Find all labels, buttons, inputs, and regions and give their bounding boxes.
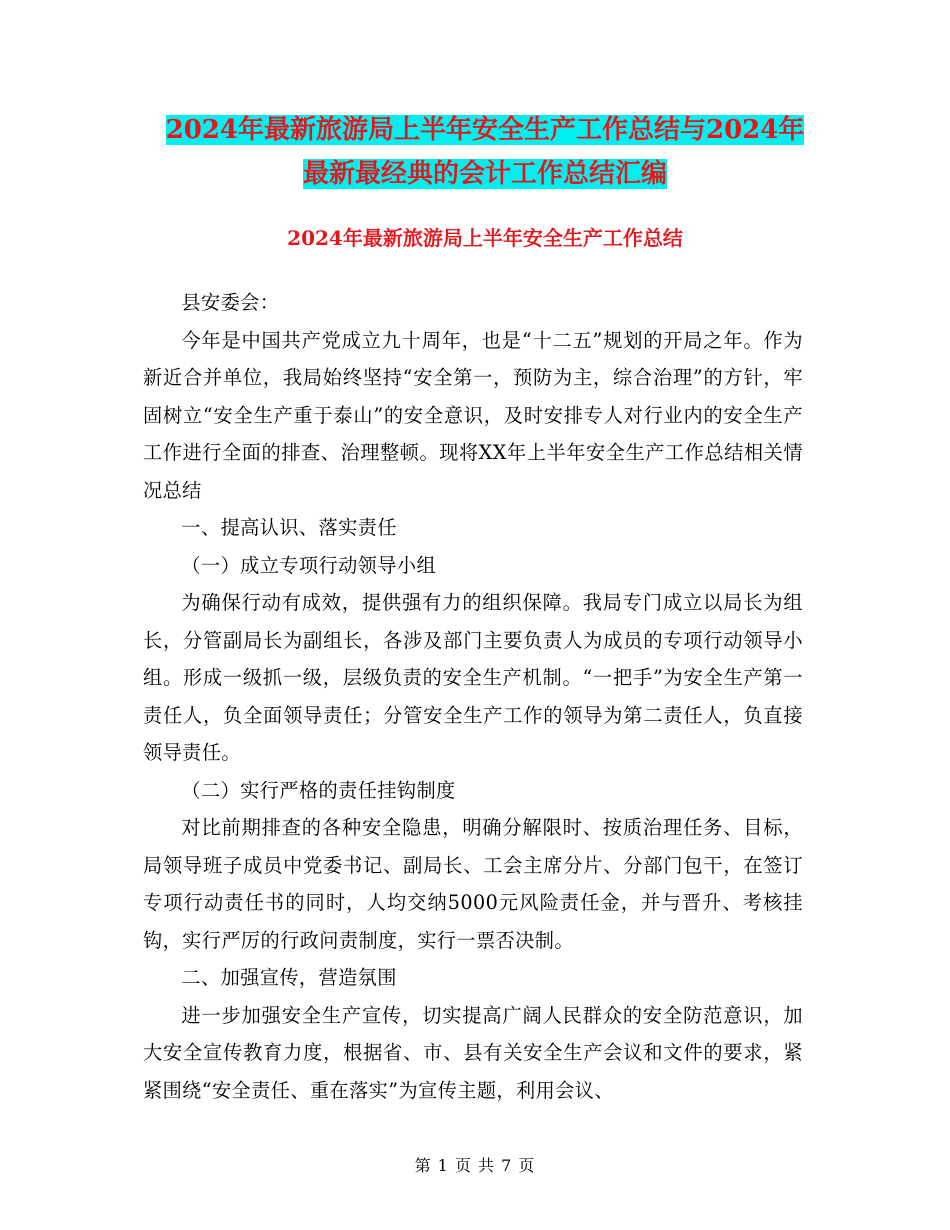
heading-subsection-1: （一）成立专项行动领导小组	[181, 553, 437, 577]
salutation: 县安委会：	[181, 291, 280, 314]
heading-subsection-2: （二）实行严格的责任挂钩制度	[181, 778, 456, 802]
heading-section-2: 二、加强宣传，营造氛围	[181, 966, 397, 989]
paragraph-leadership-group: 为确保行动有成效，提供强有力的组织保障。我局专门成立以局长为组长，分管副局长为副组长，各涉及部门主要负责人为成员的专项行动领导小组。形成一级抓一级，层级负责的安全生产机制。“一把手”为安全生产第一责任人，负全面领导责任；分管安全生产工作的领导为第二责任人，负直接领导责任。	[143, 591, 803, 764]
paragraph-intro: 今年是中国共产党成立九十周年，也是“十二五”规划的开局之年。作为新近合并单位，我局始终坚持“安全第一，预防为主，综合治理”的方针，牢固树立“安全生产重于泰山”的安全意识，及时安排专人对行业内的安全生产工作进行全面的排查、治理整顿。现将XX年上半年安全生产工作总结相关情况总结	[143, 328, 803, 502]
document-title	[140, 108, 830, 196]
section-title: 2024年最新旅游局上半年安全生产工作总结	[287, 226, 683, 250]
title-line-1: 2024年最新旅游局上半年安全生产工作总结与2024年	[165, 115, 805, 145]
body-text	[143, 284, 803, 1109]
paragraph-publicity: 进一步加强安全生产宣传，切实提高广阔人民群众的安全防范意识，加大安全宣传教育力度，根据省、市、县有关安全生产会议和文件的要求，紧紧围绕“安全责任、重在落实”为宣传主题，利用会议、	[143, 1003, 803, 1102]
page-number: 第 1 页 共 7 页	[414, 1156, 536, 1175]
title-line-2: 最新最经典的会计工作总结汇编	[302, 159, 667, 189]
paragraph-responsibility: 对比前期排查的各种安全隐患，明确分解限时、按质治理任务、目标，局领导班子成员中党委书记、副局长、工会主席分片、分部门包干，在签订专项行动责任书的同时，人均交纳5000元风险责任金，并与晋升、考核挂钩，实行严厉的行政问责制度，实行一票否决制。	[143, 816, 803, 952]
heading-section-1: 一、提高认识、落实责任	[181, 516, 397, 539]
